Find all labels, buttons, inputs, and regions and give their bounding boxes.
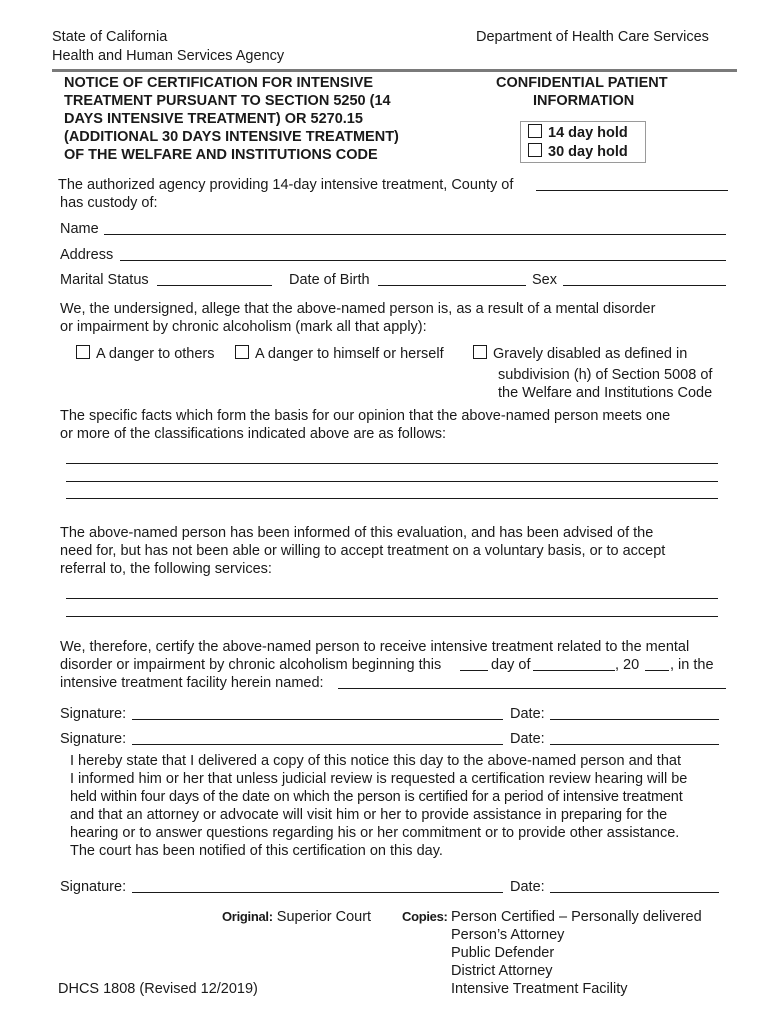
copies-label: Copies: — [402, 909, 448, 924]
marital-status-field[interactable] — [157, 285, 272, 286]
informed-line-2: need for, but has not been able or willing to accept treatment on a voluntary basis, or to accept — [60, 543, 666, 559]
sex-field[interactable] — [563, 285, 726, 286]
address-field[interactable] — [120, 260, 726, 261]
hold-14-label: 14 day hold — [548, 125, 628, 141]
delivery-line-4: and that an attorney or advocate will visit him or her to provide assistance in preparing for the — [70, 807, 668, 823]
gravely-disabled-label-3: the Welfare and Institutions Code — [498, 385, 713, 401]
hold-30-label: 30 day hold — [548, 144, 628, 160]
custody-intro: The authorized agency providing 14-day intensive treatment, County of — [58, 177, 514, 193]
original-value: Superior Court — [276, 909, 372, 925]
title-line-5: OF THE WELFARE AND INSTITUTIONS CODE — [64, 147, 378, 163]
has-custody-label: has custody of: — [60, 195, 158, 211]
date-label-1: Date: — [510, 706, 545, 722]
title-line-1: NOTICE OF CERTIFICATION FOR INTENSIVE — [64, 75, 374, 91]
name-field[interactable] — [104, 234, 726, 235]
certify-month-field[interactable] — [533, 670, 615, 671]
signature-label-3: Signature: — [60, 879, 127, 895]
hold-14-option[interactable] — [528, 124, 628, 142]
title-line-2: TREATMENT PURSUANT TO SECTION 5250 (14 — [64, 93, 391, 109]
facts-line-2: or more of the classifications indicated above are as follows: — [60, 426, 447, 442]
confidential-label-2: INFORMATION — [533, 93, 635, 109]
facts-field-2[interactable] — [66, 481, 718, 482]
copy-item-1: Person Certified – Personally delivered — [451, 909, 702, 925]
signature-field-3[interactable] — [132, 892, 503, 893]
certify-day-field[interactable] — [460, 670, 488, 671]
copy-item-4: District Attorney — [451, 963, 553, 979]
gravely-disabled-label-2: subdivision (h) of Section 5008 of — [498, 367, 713, 383]
signature-label-2: Signature: — [60, 731, 127, 747]
informed-line-1: The above-named person has been informed of this evaluation, and has been advised of the — [60, 525, 654, 541]
certify-year-field[interactable] — [645, 670, 669, 671]
facility-field[interactable] — [338, 688, 726, 689]
date-field-1[interactable] — [550, 719, 719, 720]
hold-14-checkbox[interactable] — [528, 124, 542, 138]
dob-label: Date of Birth — [289, 272, 370, 288]
title-line-4: (ADDITIONAL 30 DAYS INTENSIVE TREATMENT) — [64, 129, 399, 145]
delivery-line-2: I informed him or her that unless judicial review is requested a certification review hearing will be — [70, 771, 688, 787]
danger-self-label: A danger to himself or herself — [255, 346, 444, 362]
department-name: Department of Health Care Services — [476, 29, 709, 45]
danger-others-label: A danger to others — [96, 346, 215, 362]
confidential-label-1: CONFIDENTIAL PATIENT — [496, 75, 668, 91]
copy-item-3: Public Defender — [451, 945, 555, 961]
gravely-disabled-label-1: Gravely disabled as defined in — [493, 346, 688, 362]
delivery-line-3: held within four days of the date on which the person is certified for a period of intensive treatment — [70, 789, 683, 805]
date-label-3: Date: — [510, 879, 545, 895]
allegation-line-2: or impairment by chronic alcoholism (mark all that apply): — [60, 319, 427, 335]
marital-status-label: Marital Status — [60, 272, 149, 288]
gravely-disabled-checkbox[interactable] — [473, 345, 487, 359]
informed-line-3: referral to, the following services: — [60, 561, 272, 577]
address-label: Address — [60, 247, 114, 263]
agency-name: Health and Human Services Agency — [52, 48, 285, 64]
facts-field-3[interactable] — [66, 498, 718, 499]
delivery-line-1: I hereby state that I delivered a copy of this notice this day to the above-named person and that — [70, 753, 681, 769]
delivery-line-5: hearing or to answer questions regarding his or her commitment or to provide other assistance. — [70, 825, 680, 841]
state-name: State of California — [52, 29, 168, 45]
signature-field-2[interactable] — [132, 744, 503, 745]
certify-line-3: intensive treatment facility herein named: — [60, 675, 324, 691]
delivery-line-6: The court has been notified of this certification on this day. — [70, 843, 443, 859]
danger-self-checkbox[interactable] — [235, 345, 249, 359]
certify-line-1: We, therefore, certify the above-named person to receive intensive treatment related to the mental — [60, 639, 690, 655]
facts-field-1[interactable] — [66, 463, 718, 464]
copy-item-5: Intensive Treatment Facility — [451, 981, 628, 997]
title-line-3: DAYS INTENSIVE TREATMENT) OR 5270.15 — [64, 111, 363, 127]
original-distribution — [222, 908, 371, 926]
header-divider — [52, 69, 737, 72]
certify-line-2d: , in the — [670, 657, 714, 673]
services-field-1[interactable] — [66, 598, 718, 599]
original-label: Original: — [222, 909, 273, 924]
hold-30-option[interactable] — [528, 143, 628, 161]
name-label: Name — [60, 221, 99, 237]
certify-line-2b: day of — [491, 657, 531, 673]
date-label-2: Date: — [510, 731, 545, 747]
sex-label: Sex — [532, 272, 557, 288]
certify-line-2a: disorder or impairment by chronic alcoholism beginning this — [60, 657, 442, 673]
gravely-disabled-option[interactable] — [473, 345, 687, 363]
facts-line-1: The specific facts which form the basis for our opinion that the above-named person meets one — [60, 408, 671, 424]
danger-others-checkbox[interactable] — [76, 345, 90, 359]
services-field-2[interactable] — [66, 616, 718, 617]
dob-field[interactable] — [378, 285, 526, 286]
danger-self-option[interactable] — [235, 345, 444, 363]
hold-30-checkbox[interactable] — [528, 143, 542, 157]
copy-item-2: Person’s Attorney — [451, 927, 565, 943]
signature-field-1[interactable] — [132, 719, 503, 720]
danger-others-option[interactable] — [76, 345, 215, 363]
allegation-line-1: We, the undersigned, allege that the above-named person is, as a result of a mental disorder — [60, 301, 656, 317]
signature-label-1: Signature: — [60, 706, 127, 722]
date-field-2[interactable] — [550, 744, 719, 745]
date-field-3[interactable] — [550, 892, 719, 893]
county-field[interactable] — [536, 190, 728, 191]
certify-line-2c: , 20 — [615, 657, 640, 673]
form-id: DHCS 1808 (Revised 12/2019) — [58, 981, 258, 997]
